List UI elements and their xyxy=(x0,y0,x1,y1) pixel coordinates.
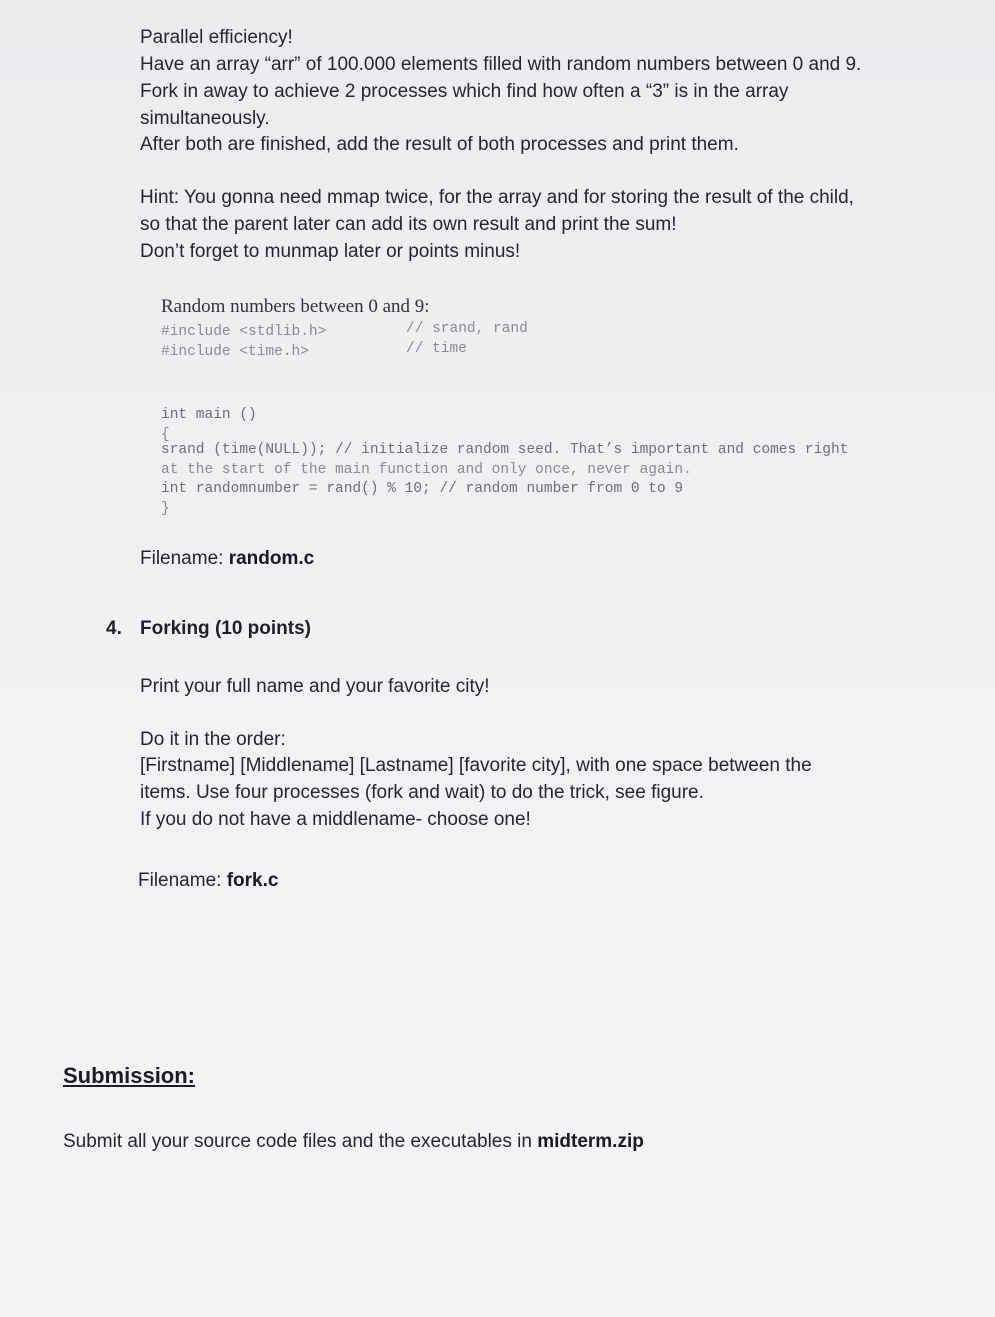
random-filename-label: Filename: xyxy=(140,548,229,569)
fork-filename xyxy=(138,867,278,894)
code-include-time: #include <time.h> xyxy=(161,344,309,360)
code-srand-line: srand (time(NULL)); // initialize random seed. That’s important and comes right xyxy=(161,442,849,458)
code-open-brace: { xyxy=(161,427,170,443)
submission-text xyxy=(63,1128,644,1155)
section-4-title: Forking (10 points) xyxy=(140,618,311,639)
code-include-stdlib: #include <stdlib.h> xyxy=(161,324,327,340)
hint-line-2: so that the parent later can add its own result and print the sum! xyxy=(140,214,677,235)
random-filename xyxy=(140,545,314,572)
parallel-title: Parallel efficiency! xyxy=(140,27,293,48)
parallel-line-2: Fork in away to achieve 2 processes which find how often a “3” is in the array xyxy=(140,81,789,102)
submission-heading: Submission: xyxy=(63,1063,196,1088)
code-include-time-comment: // time xyxy=(406,341,467,357)
code-rand-line: int randomnumber = rand() % 10; // random number from 0 to 9 xyxy=(161,481,684,497)
code-main: int main () xyxy=(161,407,257,423)
fork-filename-value: fork.c xyxy=(226,870,279,891)
section-4-line-1: Print your full name and your favorite city! xyxy=(140,676,490,697)
hint-line-1: Hint: You gonna need mmap twice, for the array and for storing the result of the child, xyxy=(140,187,854,208)
section-4-line-3: items. Use four processes (fork and wait) to do the trick, see figure. xyxy=(140,782,704,803)
submission-file: midterm.zip xyxy=(537,1131,644,1152)
code-srand-continuation: at the start of the main function and only once, never again. xyxy=(161,462,692,478)
code-close-brace: } xyxy=(161,501,170,517)
submission-text-body: Submit all your source code files and the executables in xyxy=(63,1131,538,1152)
hint-line-3: Don’t forget to munmap later or points minus! xyxy=(140,241,521,262)
code-heading: Random numbers between 0 and 9: xyxy=(161,296,430,317)
section-4-order: Do it in the order: xyxy=(140,729,286,750)
parallel-line-3: simultaneously. xyxy=(140,108,270,129)
code-include-stdlib-comment: // srand, rand xyxy=(406,321,528,337)
parallel-line-1: Have an array “arr” of 100.000 elements filled with random numbers between 0 and 9. xyxy=(140,54,862,75)
section-4-line-2: [Firstname] [Middlename] [Lastname] [favorite city], with one space between the xyxy=(140,755,812,776)
fork-filename-label: Filename: xyxy=(138,870,227,891)
parallel-line-4: After both are finished, add the result of both processes and print them. xyxy=(140,134,739,155)
section-4-number: 4. xyxy=(106,618,122,639)
random-filename-value: random.c xyxy=(228,548,315,569)
section-4-line-4: If you do not have a middlename- choose one! xyxy=(140,809,531,830)
